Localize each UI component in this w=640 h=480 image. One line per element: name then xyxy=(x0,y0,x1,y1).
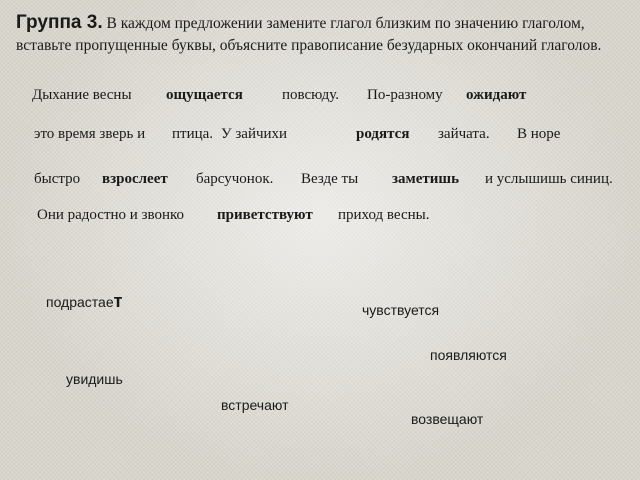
answer-podrastaet-ending: т xyxy=(113,291,123,311)
sentence-2-end: птица. xyxy=(172,126,214,142)
answer-podrastaet[interactable] xyxy=(46,291,122,312)
answer-podrastaet-stem: подрастае xyxy=(46,294,114,310)
sentence-4-end: барсучонок. xyxy=(196,171,274,187)
answer-poyavlyayutsya[interactable]: появляются xyxy=(430,347,507,363)
sentence-3-start: У зайчихи xyxy=(221,126,288,142)
task-header xyxy=(16,12,626,57)
group-label: Группа 3. xyxy=(16,12,103,33)
sentence-2-verb: ожидают xyxy=(466,87,527,103)
sentence-2-start: По-разному xyxy=(367,87,443,103)
sentence-1-start: Дыхание весны xyxy=(32,87,132,103)
sentence-4-verb: взрослеет xyxy=(102,171,168,187)
sentence-1-end: повсюду. xyxy=(282,87,340,103)
sentence-6-verb: приветствуют xyxy=(217,207,313,223)
sentence-3-end: зайчата. xyxy=(438,126,490,142)
sentence-1-verb: ощущается xyxy=(166,87,243,103)
sentence-3-verb: родятся xyxy=(356,126,410,142)
sentence-5-start: Везде ты xyxy=(301,171,359,187)
sentence-5-verb: заметишь xyxy=(392,171,460,187)
answer-vozveshchayut[interactable]: возвещают xyxy=(411,411,484,427)
sentence-6-start: Они радостно и звонко xyxy=(37,207,185,223)
answer-uvidish[interactable]: увидишь xyxy=(66,371,123,387)
sentence-6-end: приход весны. xyxy=(338,207,430,223)
sentence-4-middle: быстро xyxy=(34,171,81,187)
task-instruction: В каждом предложении замените глагол близким по значению глаголом, вставьте пропущенные буквы, объясните правописание безударных окончаний глаголов. xyxy=(16,15,602,54)
sentence-5-end: и услышишь синиц. xyxy=(485,171,613,187)
sentence-4-start: В норе xyxy=(517,126,561,142)
sentence-2-middle: это время зверь и xyxy=(34,126,146,142)
answer-vstrechayut[interactable]: встречают xyxy=(221,397,289,413)
answer-chuvstvuetsya[interactable]: чувствуется xyxy=(362,302,440,318)
